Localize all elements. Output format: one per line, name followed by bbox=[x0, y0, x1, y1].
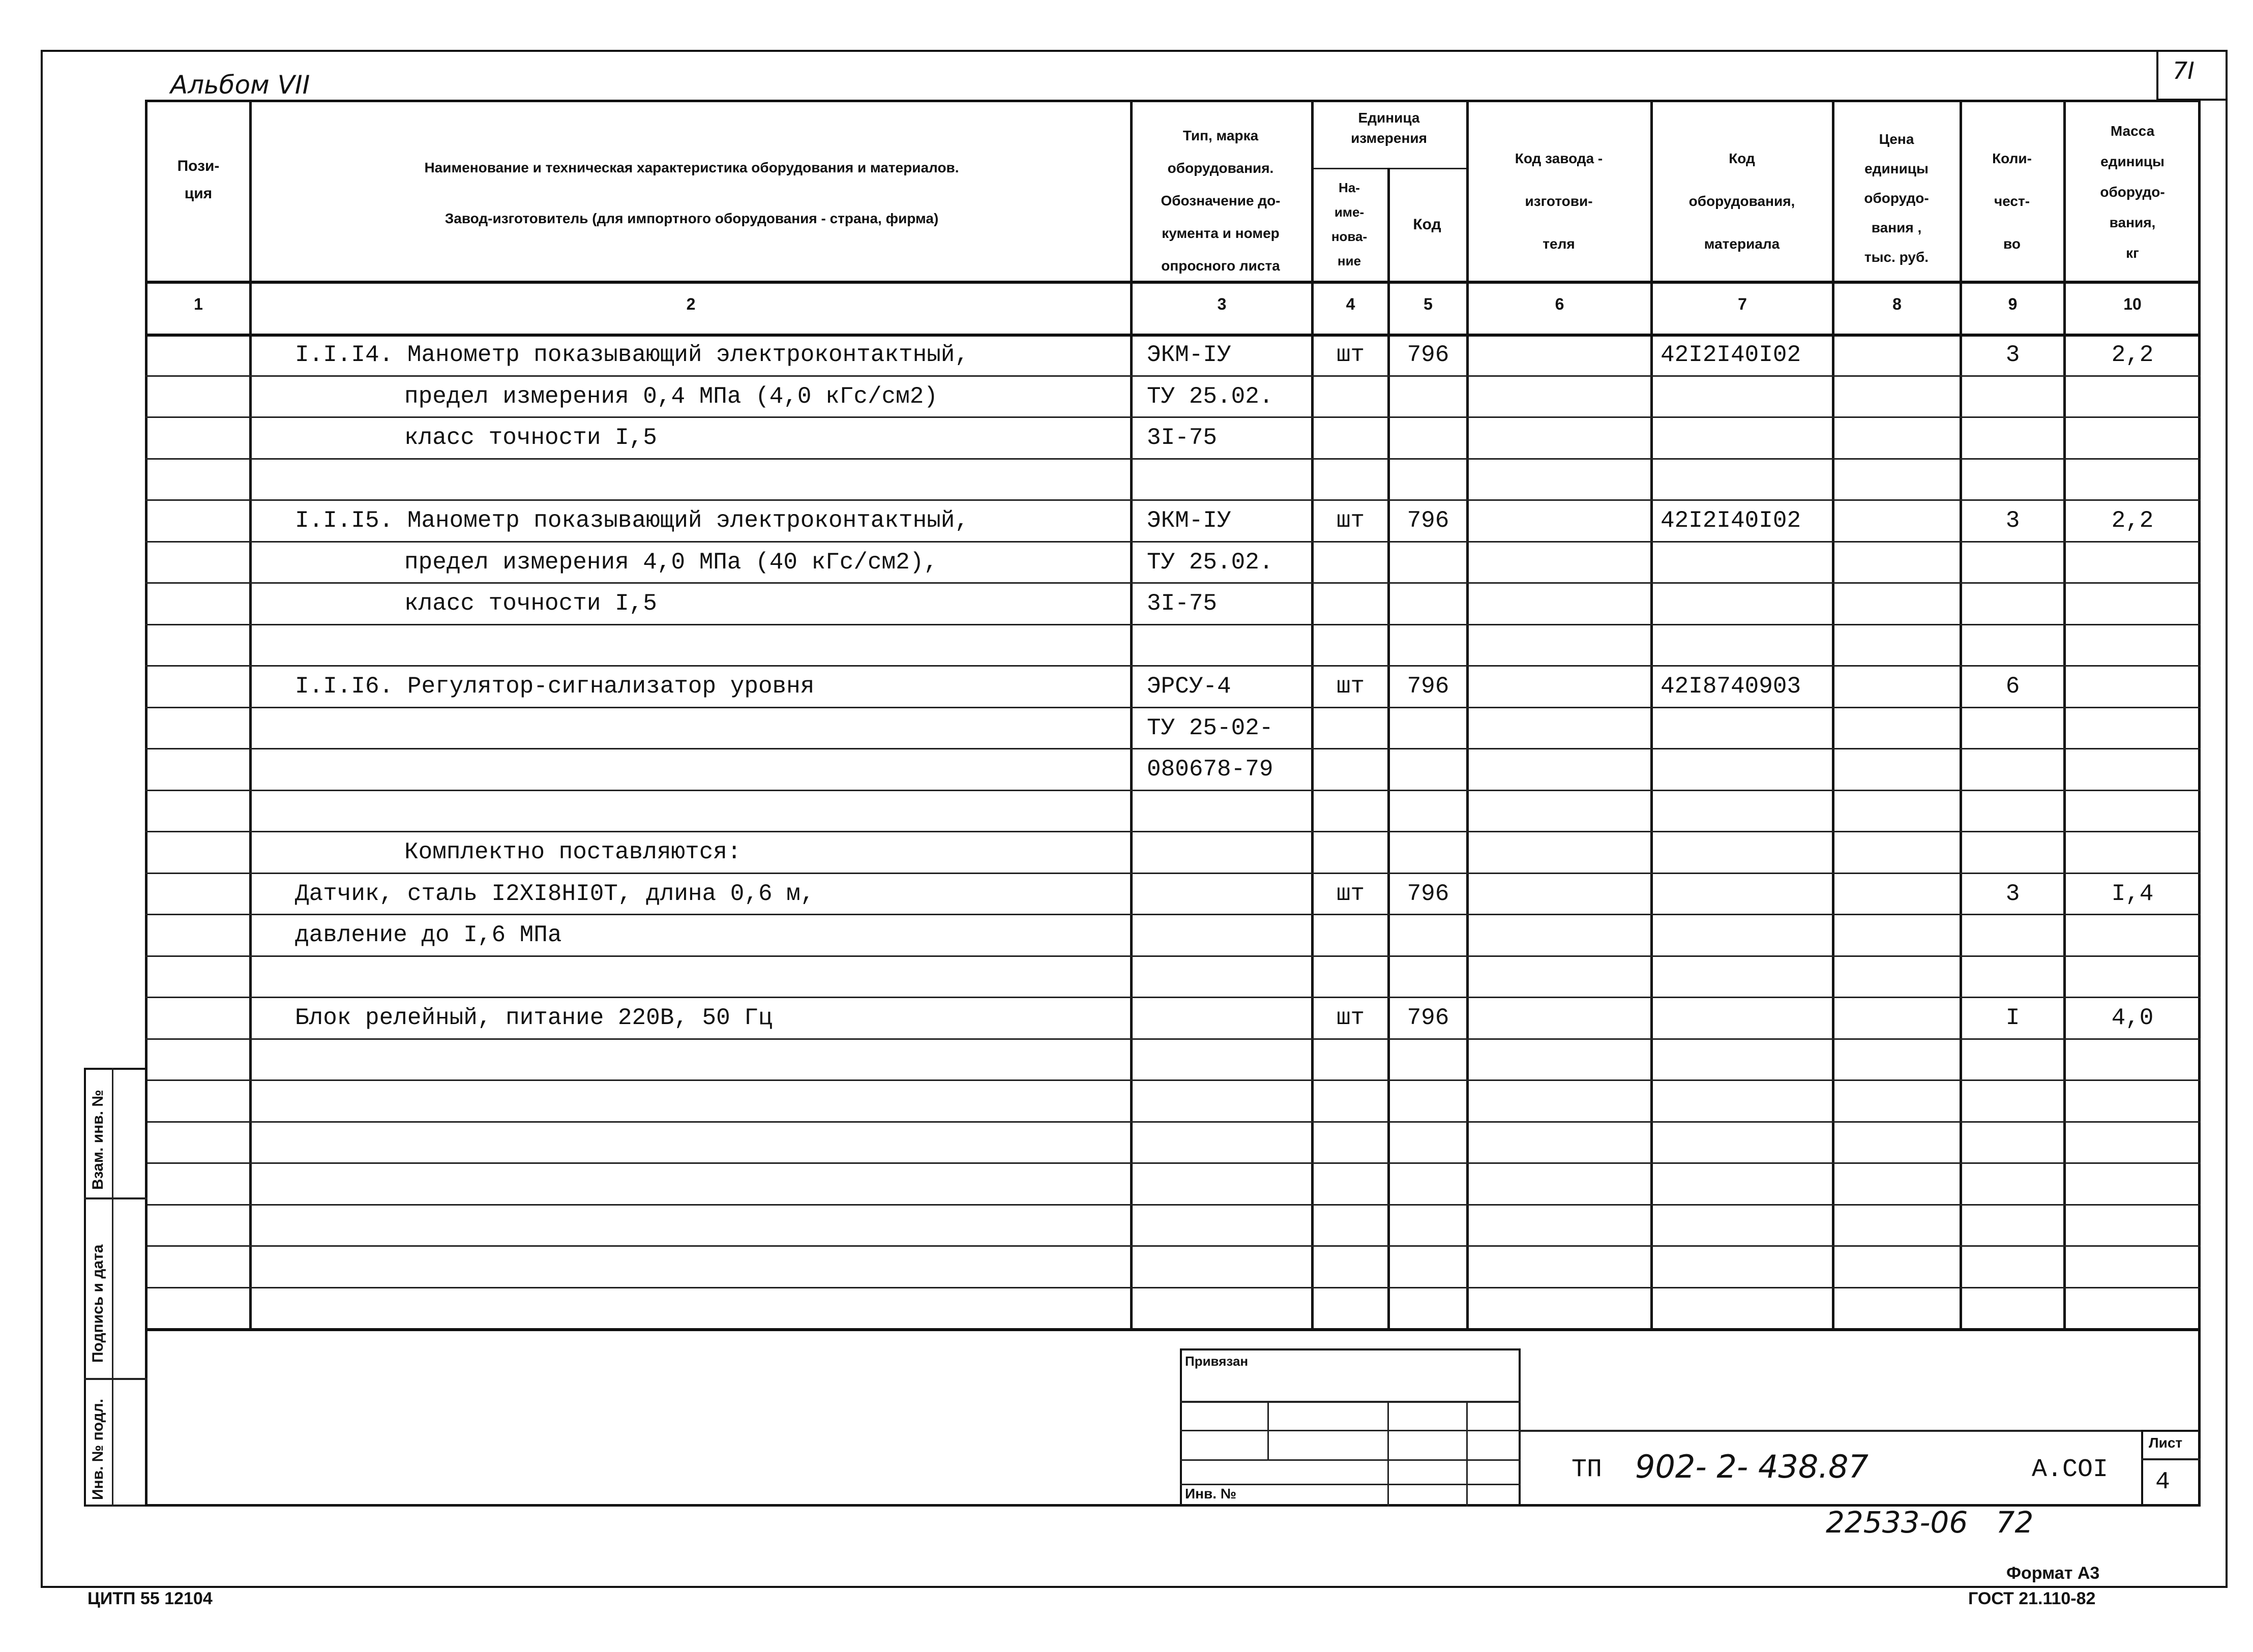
col-number: 1 bbox=[194, 295, 203, 313]
col-line-5 bbox=[1466, 100, 1469, 1329]
colnum-bottom-line bbox=[145, 334, 2201, 337]
col-line-7 bbox=[1832, 100, 1834, 1329]
binding-stamp-col bbox=[1387, 1401, 1389, 1507]
cell-mass: I,4 bbox=[2111, 880, 2154, 907]
col-line-3 bbox=[1311, 100, 1314, 1329]
cell-qty: 3 bbox=[2005, 507, 2020, 534]
row-line bbox=[145, 748, 2201, 749]
side-stamp-divider bbox=[112, 1068, 113, 1507]
cell-unit-code: 796 bbox=[1407, 342, 1449, 368]
cell-name: Комплектно поставляются: bbox=[404, 839, 742, 865]
sheet-box-divider bbox=[2141, 1458, 2201, 1460]
binding-stamp-row bbox=[1180, 1459, 1521, 1461]
row-line bbox=[145, 1079, 2201, 1081]
doc-prefix: ТП bbox=[1572, 1455, 1603, 1484]
binding-label: Привязан bbox=[1185, 1354, 1249, 1369]
cell-equip-code: 42I2I40I02 bbox=[1661, 507, 1801, 534]
row-line bbox=[145, 665, 2201, 667]
cell-name: предел измерения 4,0 МПа (40 кГс/см2), bbox=[404, 549, 938, 576]
doc-number: 902- 2- 438.87 bbox=[1635, 1448, 1869, 1485]
sheet-value: 4 bbox=[2155, 1468, 2170, 1496]
cell-type: ТУ 25-02- bbox=[1147, 714, 1273, 741]
row-line bbox=[145, 1287, 2201, 1288]
cell-unit: шт bbox=[1336, 673, 1365, 700]
cell-unit: шт bbox=[1336, 507, 1365, 534]
inv-label: Инв. № bbox=[1185, 1486, 1237, 1501]
col-number: 6 bbox=[1555, 295, 1564, 313]
cell-mass: 2,2 bbox=[2111, 507, 2154, 534]
cell-type: ЭКМ-IУ bbox=[1147, 342, 1231, 368]
row-line bbox=[145, 541, 2201, 543]
row-line bbox=[145, 416, 2201, 418]
col-line-2 bbox=[1130, 100, 1133, 1329]
cell-qty: I bbox=[2005, 1005, 2020, 1031]
cell-qty: 3 bbox=[2005, 342, 2020, 368]
side-stamp-row bbox=[84, 1378, 147, 1380]
cell-type: ТУ 25.02. bbox=[1147, 549, 1273, 576]
col-number: 5 bbox=[1424, 295, 1433, 313]
row-line bbox=[145, 790, 2201, 791]
cell-name: Блок релейный, питание 220В, 50 Гц bbox=[295, 1005, 773, 1031]
header-unit-group: Единица измерения bbox=[1351, 110, 1427, 146]
cell-type: 080678-79 bbox=[1147, 756, 1273, 783]
row-line bbox=[145, 1121, 2201, 1123]
row-line bbox=[145, 873, 2201, 874]
cell-unit-code: 796 bbox=[1407, 1005, 1449, 1031]
row-line bbox=[145, 914, 2201, 915]
header-col5: Код bbox=[1413, 216, 1441, 233]
cell-type: ЭРСУ-4 bbox=[1147, 673, 1231, 700]
cell-type: ЭКМ-IУ bbox=[1147, 507, 1231, 534]
row-line bbox=[145, 1245, 2201, 1247]
col-number: 3 bbox=[1217, 295, 1227, 313]
header-col10: Масса единицы оборудо- вания, кг bbox=[2100, 123, 2165, 261]
cell-name: I.I.I5. Манометр показывающий электроконтактный, bbox=[295, 507, 969, 534]
cell-name: давление до I,6 МПа bbox=[295, 922, 562, 948]
row-line bbox=[145, 375, 2201, 377]
row-line bbox=[145, 1038, 2201, 1040]
col-line-1 bbox=[249, 100, 252, 1329]
binding-stamp-col bbox=[1267, 1401, 1269, 1460]
cell-unit: шт bbox=[1336, 880, 1365, 907]
row-line bbox=[145, 831, 2201, 832]
col-number: 7 bbox=[1738, 295, 1747, 313]
doc-code: А.СОI bbox=[2032, 1455, 2109, 1484]
row-line bbox=[145, 1204, 2201, 1206]
col-line-9 bbox=[2063, 100, 2066, 1329]
cell-unit-code: 796 bbox=[1407, 507, 1449, 534]
cell-name: класс точности I,5 bbox=[404, 590, 657, 617]
col-number: 4 bbox=[1346, 295, 1355, 313]
cell-name: предел измерения 0,4 МПа (4,0 кГс/см2) bbox=[404, 383, 938, 410]
row-line bbox=[145, 624, 2201, 625]
designation-top-line bbox=[1521, 1430, 2201, 1432]
cell-type: 3I-75 bbox=[1147, 590, 1218, 617]
side-label-orig-inv: Инв. № подл. bbox=[90, 1398, 106, 1500]
binding-stamp-row bbox=[1180, 1401, 1521, 1403]
album-label: Альбом VII bbox=[170, 70, 310, 100]
cell-name: Датчик, сталь I2XI8HI0T, длина 0,6 м, bbox=[295, 880, 815, 907]
col-line-6 bbox=[1650, 100, 1653, 1329]
cell-name: класс точности I,5 bbox=[404, 425, 657, 451]
col-number: 2 bbox=[686, 295, 696, 313]
row-line bbox=[145, 1162, 2201, 1164]
format-label: Формат А3 bbox=[2006, 1564, 2100, 1583]
binding-stamp-row bbox=[1180, 1484, 1521, 1485]
side-label-replace-inv: Взам. инв. № bbox=[90, 1090, 106, 1190]
header-col1: Пози- ция bbox=[177, 158, 220, 202]
cell-type: ТУ 25.02. bbox=[1147, 383, 1273, 410]
cell-equip-code: 42I8740903 bbox=[1661, 673, 1801, 700]
side-label-signature-date: Подпись и дата bbox=[90, 1244, 106, 1363]
cell-qty: 6 bbox=[2005, 673, 2020, 700]
cell-unit: шт bbox=[1336, 1005, 1365, 1031]
row-line bbox=[145, 997, 2201, 998]
cell-qty: 3 bbox=[2005, 880, 2020, 907]
cell-mass: 2,2 bbox=[2111, 342, 2154, 368]
cell-equip-code: 42I2I40I02 bbox=[1661, 342, 1801, 368]
header-col3: Тип, марка оборудования. Обозначение до- кумента и номер опросного листа bbox=[1161, 128, 1281, 274]
printer-mark: ЦИТП 55 12104 bbox=[87, 1589, 213, 1608]
side-stamp-row bbox=[84, 1197, 147, 1199]
header-col2: Наименование и техническая характеристика оборудования и материалов. Завод-изготовитель (для импортного оборудования - страна, фирма) bbox=[424, 160, 959, 226]
cell-unit-code: 796 bbox=[1407, 880, 1449, 907]
col-number: 9 bbox=[2008, 295, 2018, 313]
cell-unit: шт bbox=[1336, 342, 1365, 368]
header-col9: Коли- чест- во bbox=[1992, 151, 2032, 252]
col-number: 10 bbox=[2123, 295, 2142, 313]
table-bottom-line bbox=[145, 1328, 2201, 1331]
row-line bbox=[145, 707, 2201, 708]
binding-stamp-box bbox=[1180, 1348, 1521, 1507]
cell-name: I.I.I4. Манометр показывающий электроконтактный, bbox=[295, 342, 969, 368]
header-col4: На- име- нова- ние bbox=[1331, 180, 1368, 268]
header-col8: Цена единицы оборудо- вания , тыс. руб. bbox=[1864, 131, 1929, 265]
sheet-label: Лист bbox=[2149, 1435, 2183, 1451]
cell-name: I.I.I6. Регулятор-сигнализатор уровня bbox=[295, 673, 815, 700]
cell-mass: 4,0 bbox=[2111, 1005, 2154, 1031]
cell-type: 3I-75 bbox=[1147, 425, 1218, 451]
row-line bbox=[145, 582, 2201, 584]
header-col6: Код завода - изготови- теля bbox=[1515, 151, 1603, 252]
binding-stamp-row bbox=[1180, 1430, 1521, 1431]
row-line bbox=[145, 458, 2201, 460]
gost-label: ГОСТ 21.110-82 bbox=[1968, 1589, 2096, 1608]
row-line bbox=[145, 955, 2201, 957]
col-line-8 bbox=[1960, 100, 1962, 1329]
row-line bbox=[145, 499, 2201, 501]
header-col7: Код оборудования, материала bbox=[1688, 151, 1795, 252]
binding-stamp-col bbox=[1466, 1401, 1468, 1507]
cell-unit-code: 796 bbox=[1407, 673, 1449, 700]
corner-sheet-number: 7I bbox=[2173, 57, 2195, 84]
archive-number: 22533-06 72 bbox=[1826, 1505, 2034, 1540]
col-number: 8 bbox=[1892, 295, 1902, 313]
